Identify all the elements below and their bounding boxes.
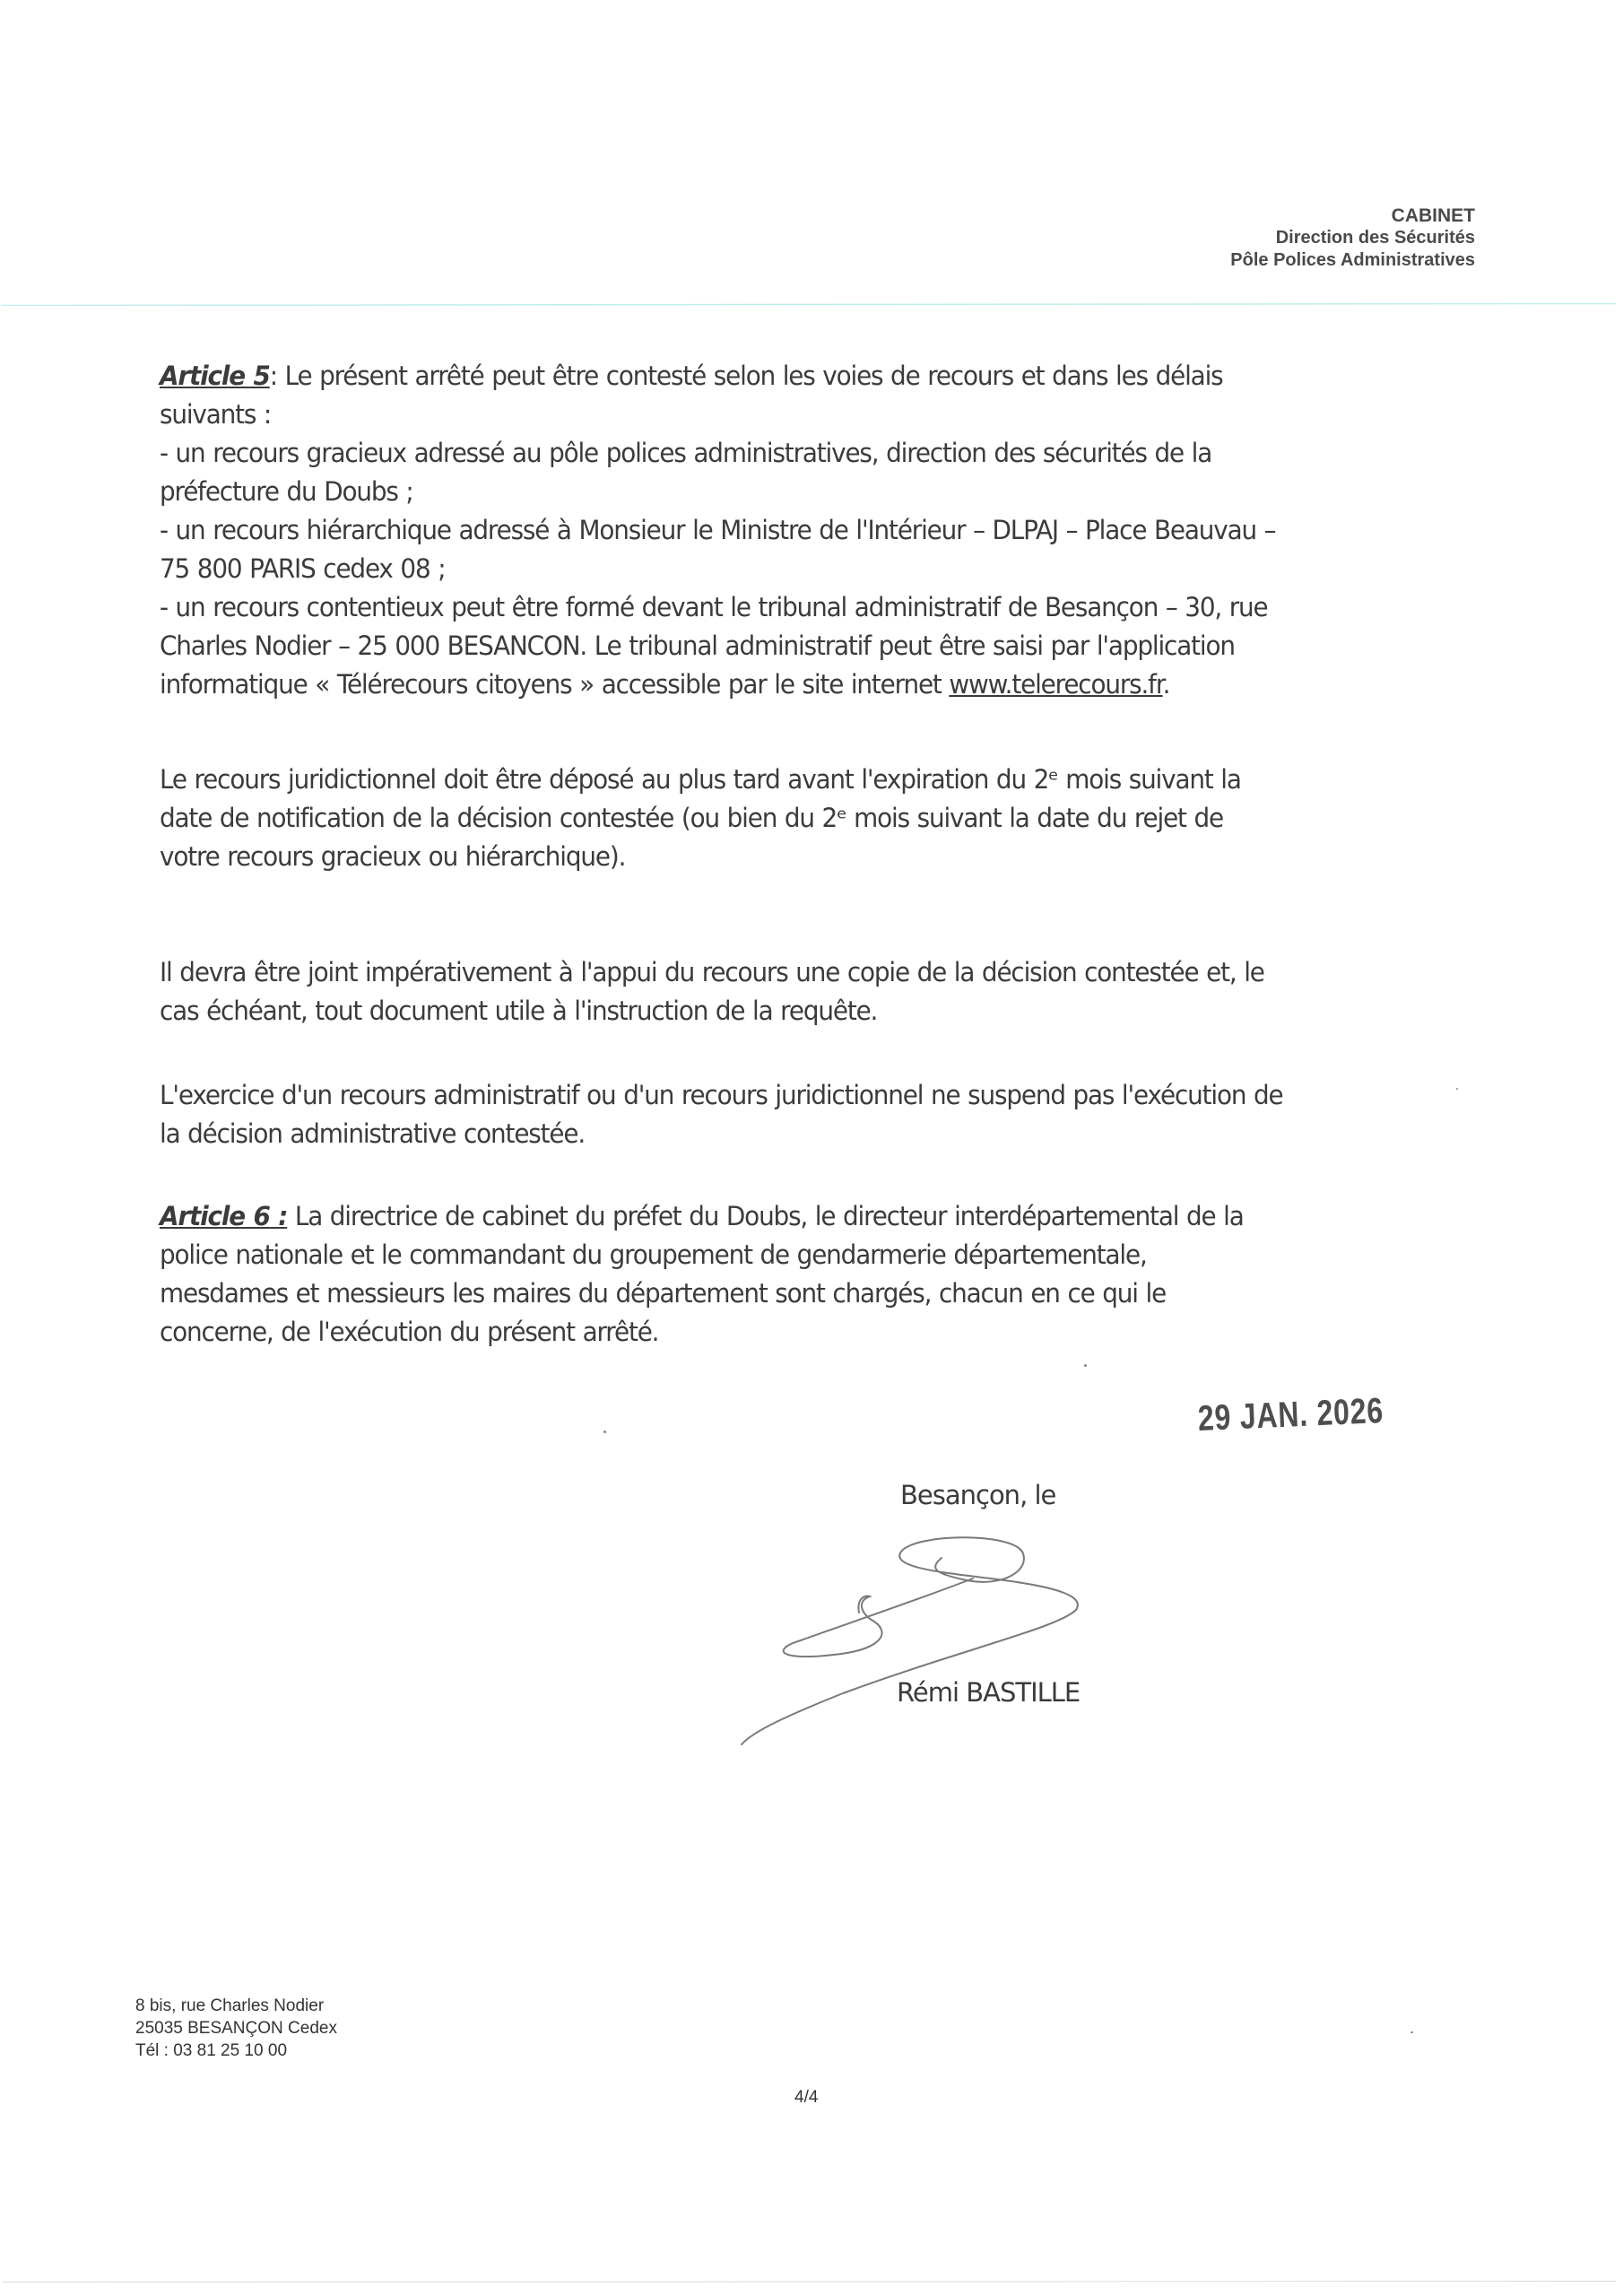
article-5-label: Article 5 — [160, 361, 270, 391]
paragraph-line: date de notification de la décision contestée (ou bien du 2ᵉ mois suivant la date du rejet de — [160, 803, 1223, 833]
place-label: Besançon, le — [900, 1480, 1056, 1510]
paragraph-line: votre recours gracieux ou hiérarchique). — [160, 841, 626, 872]
article-5-line: 75 800 PARIS cedex 08 ; — [160, 553, 446, 584]
paragraph-joint — [160, 953, 1417, 1031]
department-header — [1230, 204, 1475, 272]
scan-speck — [1084, 1364, 1087, 1367]
article-5 — [160, 357, 1417, 704]
article-6-line: mesdames et messieurs les maires du département sont chargés, chacun en ce qui le — [160, 1278, 1167, 1309]
telerecours-link[interactable]: www.telerecours.fr — [949, 669, 1163, 700]
header-cabinet: CABINET — [1391, 205, 1475, 226]
header-divider — [2, 303, 1616, 306]
footer-street: 8 bis, rue Charles Nodier — [135, 1996, 325, 2015]
scan-speck — [603, 1431, 606, 1433]
paragraph-line: la décision administrative contestée. — [160, 1118, 586, 1149]
article-5-line: : Le présent arrêté peut être contesté selon les voies de recours et dans les délais — [269, 361, 1223, 391]
paragraph-line: Il devra être joint impérativement à l'appui du recours une copie de la décision contestée et, le — [160, 957, 1264, 987]
article-5-line: Charles Nodier – 25 000 BESANCON. Le tribunal administratif peut être saisi par l'application — [160, 631, 1235, 661]
footer-phone: Tél : 03 81 25 10 00 — [135, 2041, 288, 2060]
scan-speck — [1456, 1088, 1458, 1090]
page-number: 4/4 — [794, 2088, 819, 2107]
signature-icon — [735, 1516, 1273, 1758]
article-5-line: - un recours gracieux adressé au pôle polices administratives, direction des sécurités de la — [160, 438, 1212, 468]
scan-speck — [1410, 2031, 1413, 2033]
paragraph-line: L'exercice d'un recours administratif ou d'un recours juridictionnel ne suspend pas l'exécution de — [160, 1080, 1283, 1110]
paragraph-deadline — [160, 761, 1417, 876]
article-5-line: suivants : — [160, 399, 272, 430]
paragraph-line: Le recours juridictionnel doit être déposé au plus tard avant l'expiration du 2ᵉ mois suivant la — [160, 764, 1241, 795]
article-5-line: informatique « Télérecours citoyens » accessible par le site internet — [160, 669, 950, 700]
article-5-line: préfecture du Doubs ; — [160, 476, 413, 507]
paragraph-exercice — [160, 1076, 1417, 1153]
article-6-line: concerne, de l'exécution du présent arrêté. — [160, 1317, 659, 1347]
article-5-line: - un recours contentieux peut être formé devant le tribunal administratif de Besançon – 30, rue — [160, 592, 1268, 622]
article-5-line: - un recours hiérarchique adressé à Monsieur le Ministre de l'Intérieur – DLPAJ – Place Beauvau – — [160, 515, 1276, 545]
link-suffix: . — [1162, 669, 1170, 700]
signer-name: Rémi BASTILLE — [897, 1677, 1081, 1708]
article-6 — [160, 1197, 1417, 1352]
paragraph-line: cas échéant, tout document utile à l'instruction de la requête. — [160, 996, 878, 1026]
footer-city: 25035 BESANÇON Cedex — [135, 2019, 337, 2038]
article-6-label: Article 6 : — [160, 1201, 288, 1231]
footer-divider — [2, 2281, 1616, 2283]
footer-address — [135, 1995, 337, 2062]
article-6-line: police nationale et le commandant du groupement de gendarmerie départementale, — [160, 1239, 1147, 1270]
header-pole: Pôle Polices Administratives — [1230, 250, 1475, 270]
article-6-line: La directrice de cabinet du préfet du Doubs, le directeur interdépartemental de la — [287, 1201, 1244, 1231]
header-direction: Direction des Sécurités — [1275, 228, 1475, 248]
date-stamp: 29 JAN. 2026 — [1197, 1390, 1384, 1439]
